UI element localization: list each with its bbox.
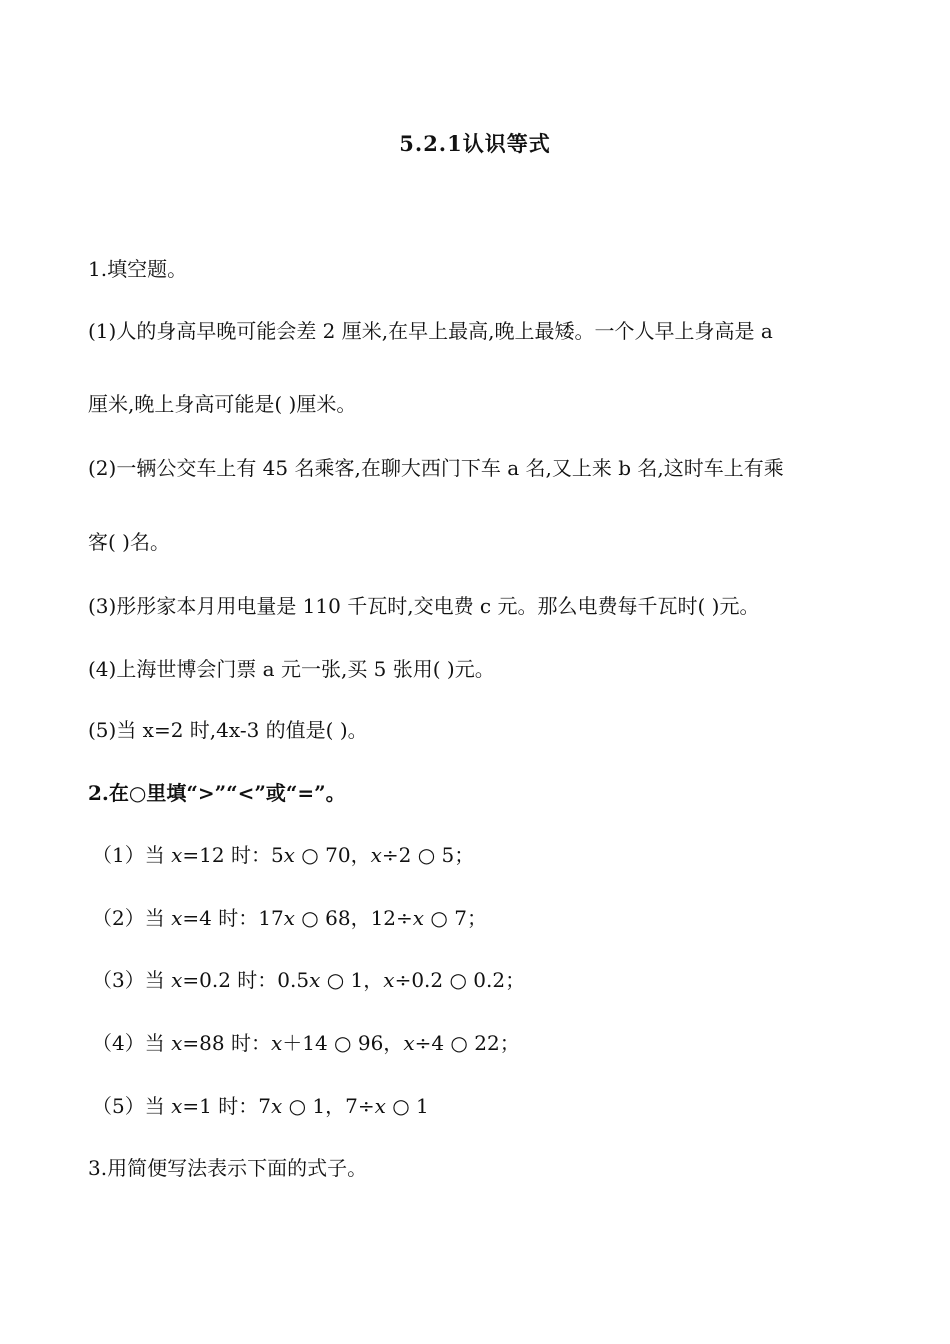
- comparison-item-4: （4）当 x=88 时：x＋14 ○ 96，x÷4 ○ 22；: [92, 1031, 520, 1055]
- comparison-item-1: （1）当 x=12 时：5x ○ 70，x÷2 ○ 5；: [92, 843, 475, 867]
- page-title: 5.2.1认识等式: [399, 131, 551, 156]
- section-3-heading: 3.用简便写法表示下面的式子。: [88, 1156, 368, 1180]
- comparison-item-2: （2）当 x=4 时：17x ○ 68，12÷x ○ 7；: [92, 906, 487, 930]
- question-1-line-1: (1)人的身高早晚可能会差 2 厘米,在早上最高,晚上最矮。一个人早上身高是 a: [88, 319, 773, 343]
- comparison-item-5: （5）当 x=1 时：7x ○ 1，7÷x ○ 1: [92, 1094, 429, 1118]
- question-5: (5)当 x=2 时,4x-3 的值是( )。: [88, 718, 368, 742]
- question-4: (4)上海世博会门票 a 元一张,买 5 张用( )元。: [88, 657, 495, 681]
- question-1-line-2: 厘米,晚上身高可能是( )厘米。: [88, 392, 357, 416]
- section-1-heading: 1.填空题。: [88, 257, 188, 281]
- question-2-line-1: (2)一辆公交车上有 45 名乘客,在聊大西门下车 a 名,又上来 b 名,这时车上有乘: [88, 456, 784, 480]
- question-2-line-2: 客( )名。: [88, 530, 170, 554]
- section-2-heading: 2.在○里填“>”“<”或“=”。: [88, 781, 346, 805]
- comparison-item-3: （3）当 x=0.2 时：0.5x ○ 1，x÷0.2 ○ 0.2；: [92, 968, 526, 992]
- question-3: (3)彤彤家本月用电量是 110 千瓦时,交电费 c 元。那么电费每千瓦时( )元。: [88, 594, 760, 618]
